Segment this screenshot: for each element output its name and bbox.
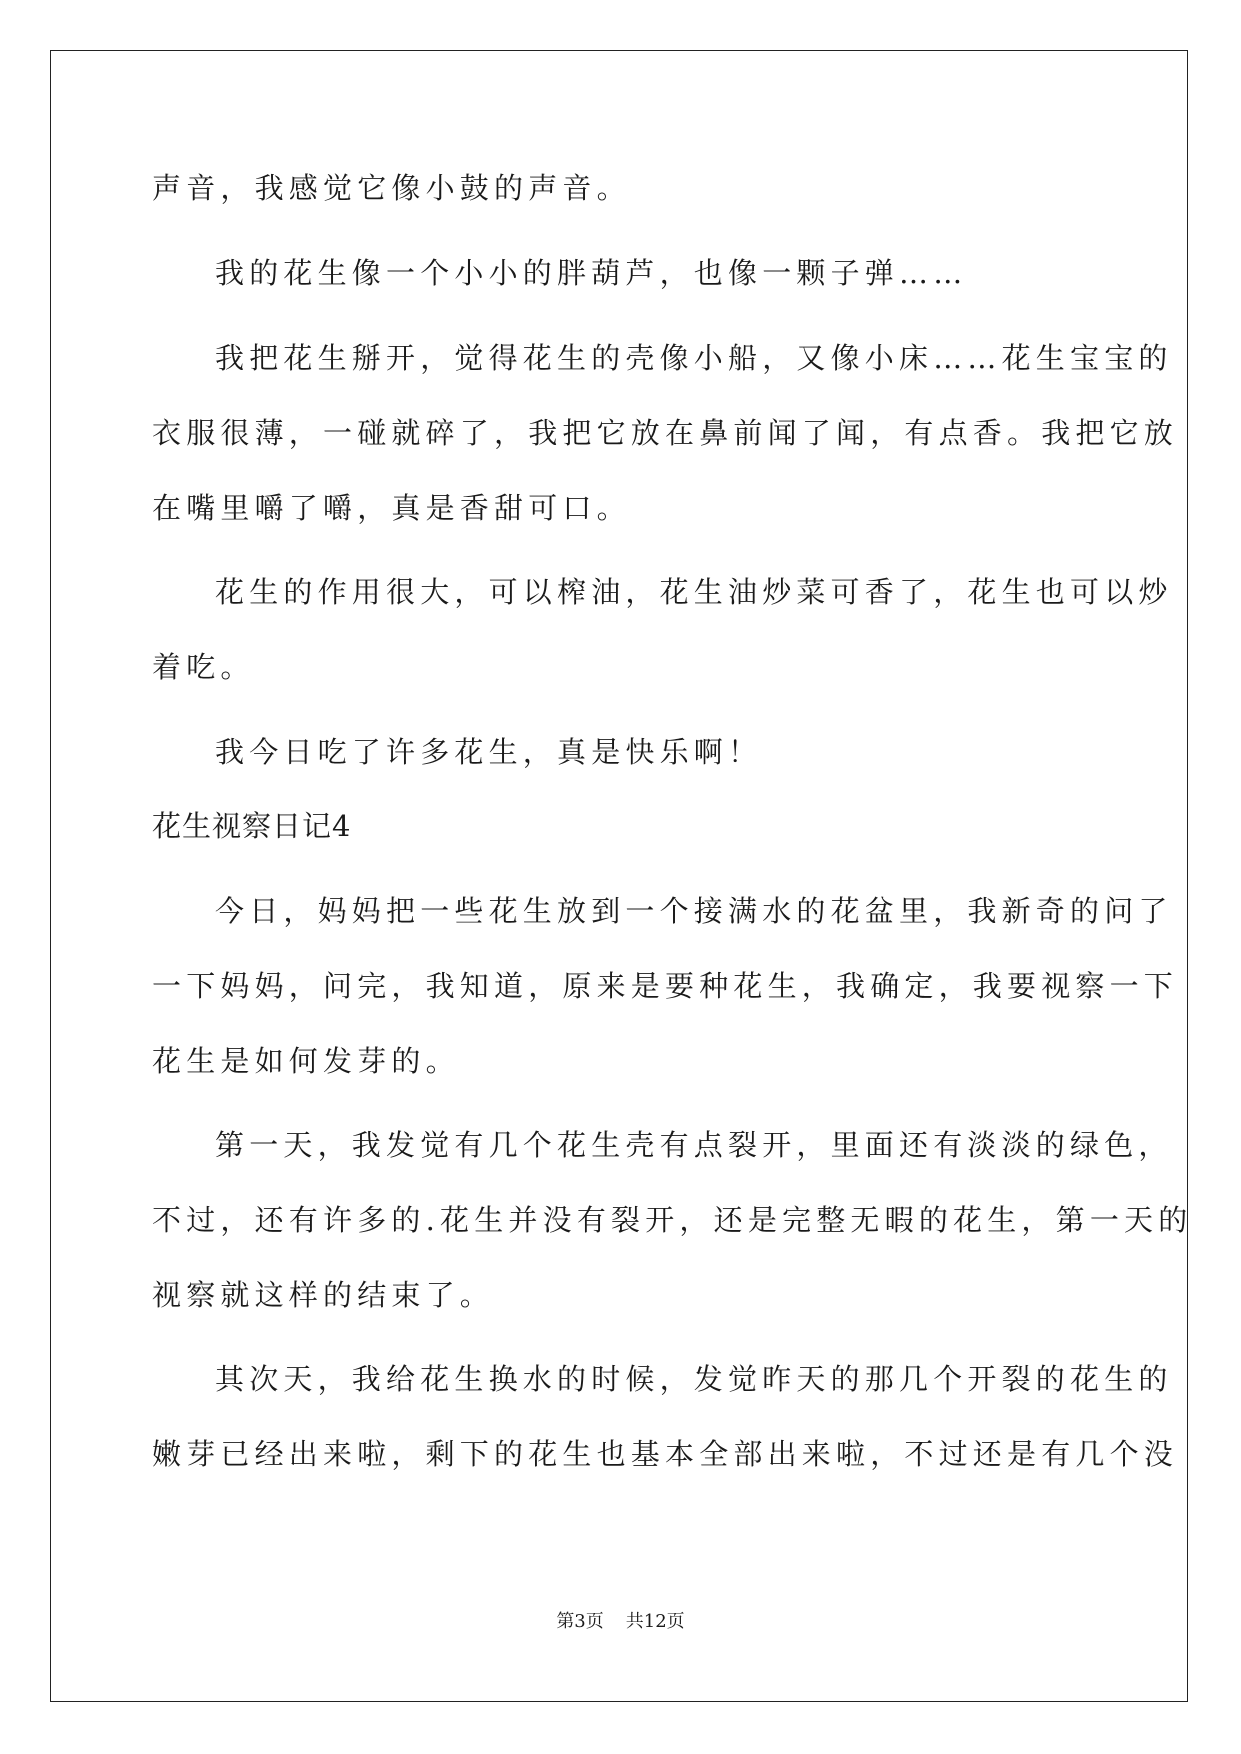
paragraph-line: 视察就这样的结束了。 — [152, 1278, 495, 1312]
paragraph-line: 着吃。 — [152, 650, 255, 684]
paragraph-line: 在嘴里嚼了嚼，真是香甜可口。 — [152, 491, 631, 525]
paragraph-line: 我的花生像一个小小的胖葫芦，也像一颗子弹…… — [215, 256, 968, 290]
paragraph-line: 不过，还有许多的.花生并没有裂开，还是完整无暇的花生，第一天的 — [152, 1203, 1193, 1237]
paragraph-line: 今日，妈妈把一些花生放到一个接满水的花盆里，我新奇的问了 — [215, 894, 1173, 928]
paragraph-line: 衣服很薄，一碰就碎了，我把它放在鼻前闻了闻，有点香。我把它放 — [152, 416, 1179, 450]
paragraph-line: 一下妈妈，问完，我知道，原来是要种花生，我确定，我要视察一下 — [152, 969, 1179, 1003]
paragraph-line: 花生的作用很大，可以榨油，花生油炒菜可香了，花生也可以炒 — [215, 575, 1173, 609]
page-number: 第3页 — [556, 1611, 604, 1632]
paragraph-line: 声音，我感觉它像小鼓的声音。 — [152, 171, 631, 205]
paragraph-line: 嫩芽已经出来啦，剩下的花生也基本全部出来啦，不过还是有几个没 — [152, 1437, 1179, 1471]
page-total: 共12页 — [625, 1611, 685, 1632]
section-heading: 花生视察日记4 — [152, 809, 352, 843]
paragraph-line: 第一天，我发觉有几个花生壳有点裂开，里面还有淡淡的绿色， — [215, 1128, 1173, 1162]
paragraph-line: 花生是如何发芽的。 — [152, 1044, 460, 1078]
paragraph-line: 其次天，我给花生换水的时候，发觉昨天的那几个开裂的花生的 — [215, 1362, 1173, 1396]
paragraph-line: 我今日吃了许多花生，真是快乐啊！ — [215, 735, 763, 769]
paragraph-line: 我把花生掰开，觉得花生的壳像小船，又像小床……花生宝宝的 — [215, 341, 1173, 375]
page-footer — [0, 1610, 1241, 1634]
